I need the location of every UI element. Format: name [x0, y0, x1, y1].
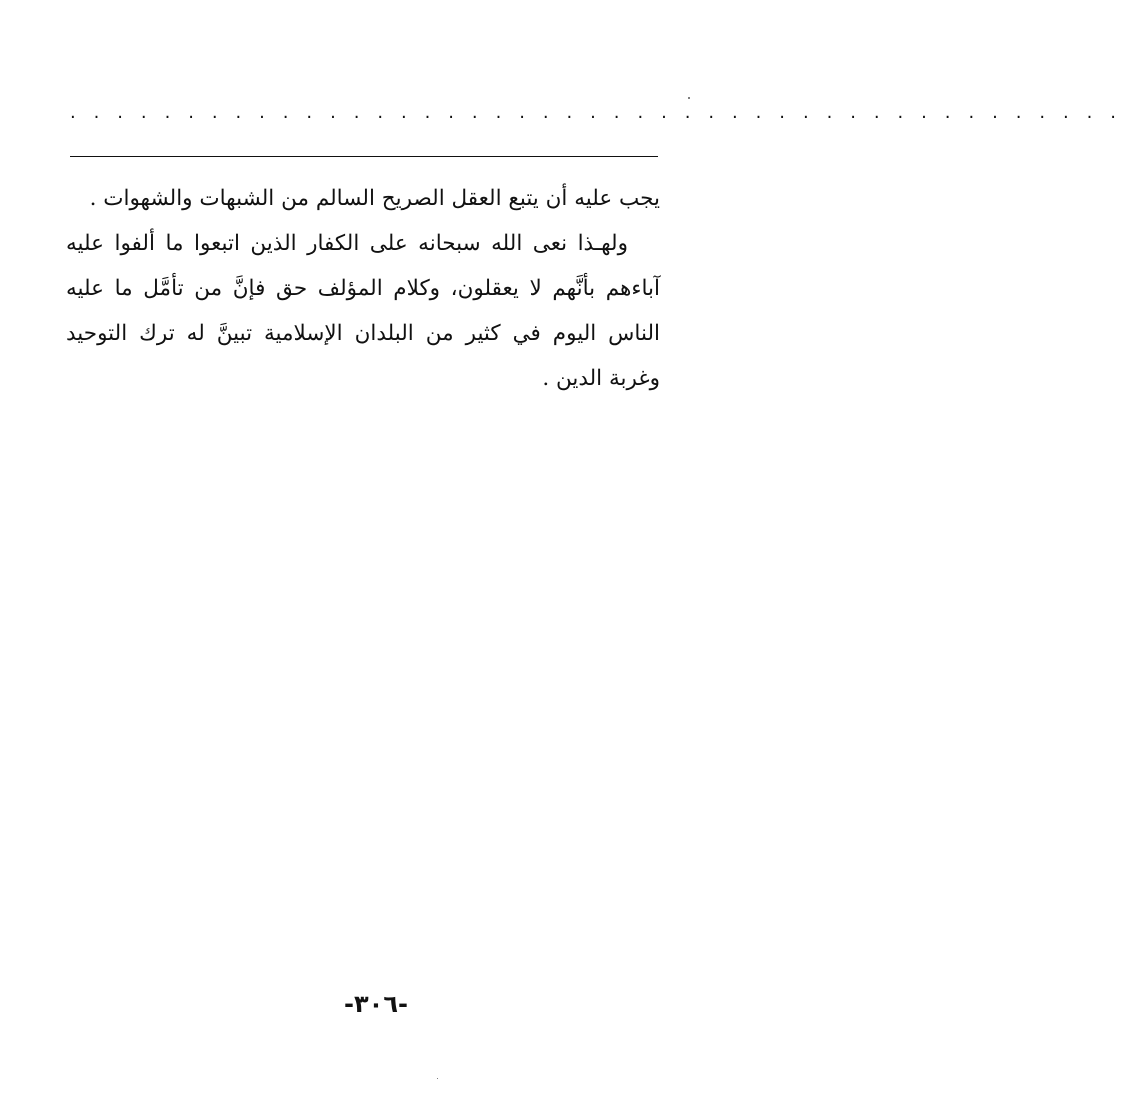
scan-speck	[437, 1078, 438, 1079]
paragraph-1: يجب عليه أن يتبع العقل الصريح السالم من الشبهات والشهوات .	[89, 186, 660, 211]
paragraph-2: ولهـذا نعى الله سبحانه على الكفار الذين اتبعوا ما ألفوا عليه آباءهم بأنَّهم لا يعقلون، وكلام المؤلف حق فإنَّ من تأمَّل ما عليه الناس اليوم في كثير من البلدان الإسلامية تبينَّ له ترك التوحيد وغربة الدين .	[66, 231, 660, 391]
scan-speck	[688, 97, 690, 99]
page-number: -٣٠٦-	[344, 990, 408, 1018]
dot-leader: . . . . . . . . . . . . . . . . . . . . . . . . . . . . . . . . . . . . . . . . . . . . .	[70, 102, 1122, 123]
separator-rule	[70, 156, 658, 157]
body-text	[66, 176, 660, 401]
